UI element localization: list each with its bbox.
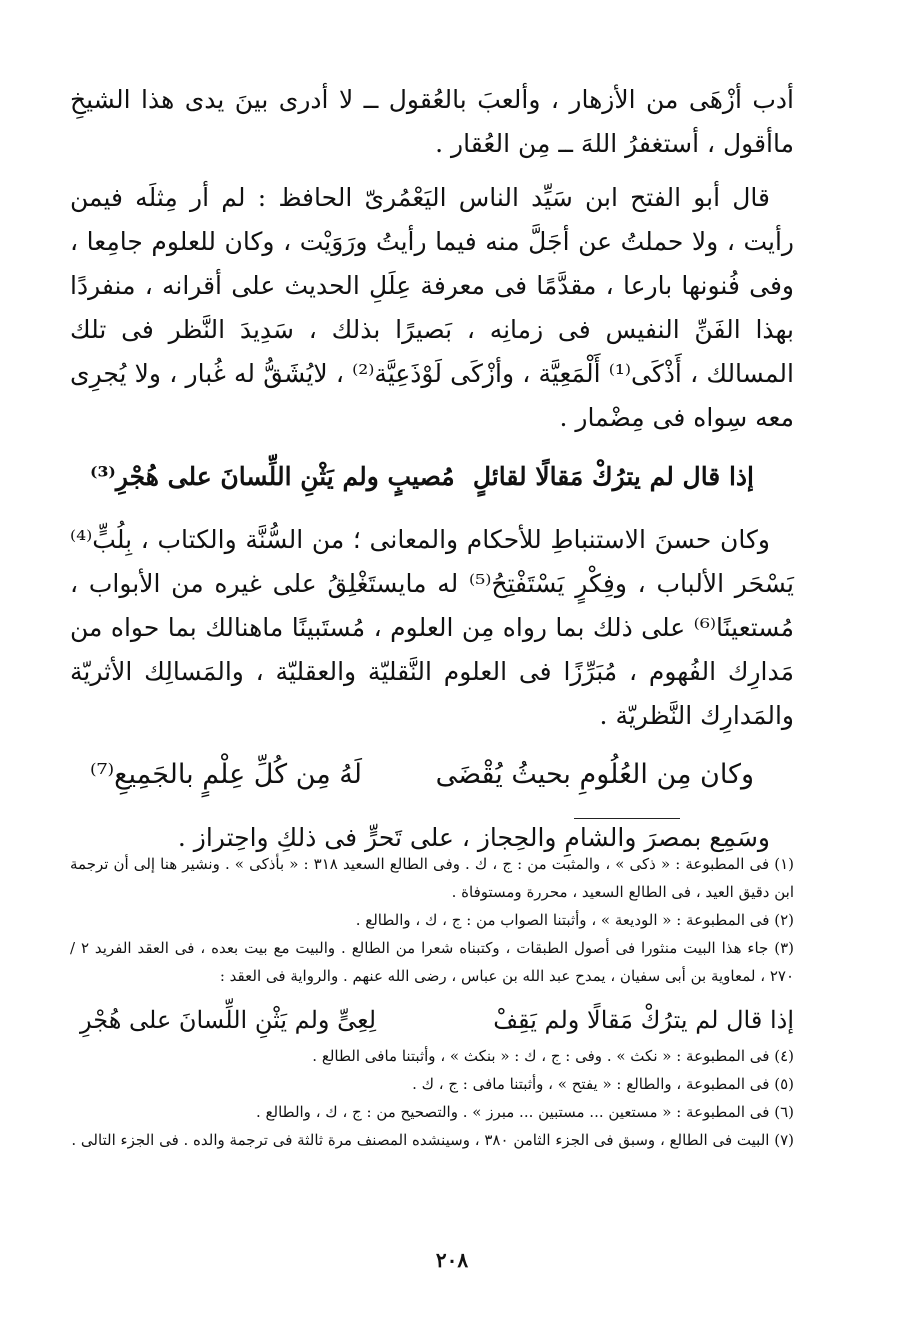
footnote-3: (٣) جاء هذا البيت منثورا فى أصول الطبقات ، وكتبناه شعرا من الطالع . والبيت مع بيت بعده ، فى العقد الفريد ٢ / ٢٧٠ ، لمعاوية بن أبى سفيان ، يمدح عبد الله بن عباس ، رضى الله عنهم . والرواية فى العقد :: [70, 939, 794, 985]
footnotes: [70, 850, 794, 1154]
footnote-verse-hemistich-1: إذا قال لم يترُكْ مَقالًا ولم يَقِفْ: [493, 1006, 794, 1034]
footnote-verse-hemistich-2: لِعِىٍّ ولم يَثْنِ اللِّسانَ على هُجْرِ: [80, 1006, 377, 1034]
main-text: [70, 78, 794, 874]
footnote-7: (٧) البيت فى الطالع ، وسبق فى الجزء الثامن ٣٨٠ ، وسينشده المصنف مرة ثالثة فى ترجمة والده . فى الجزء التالى .: [71, 1131, 794, 1149]
paragraph-4: وسَمِع بمصرَ والشامِ والحِجاز ، على تَحرٍّ فى ذلكِ واحِتراز .: [177, 823, 770, 852]
footnote-separator: [574, 818, 680, 819]
verse-1-hemistich-1: إذا قال لم يترُكْ مَقالًا لقائلٍ: [472, 462, 754, 491]
footnote-1: (١) فى المطبوعة : « ذكى » ، والمثبت من : ج ، ك . وفى الطالع السعيد ٣١٨ : « بأذكى » . ونشير هنا إلى أن ترجمة ابن دقيق العيد ، فى الطالع السعيد ، محررة ومستوفاة .: [70, 855, 794, 901]
footnote-2: (٢) فى المطبوعة : « الوديعة » ، وأثبتنا الصواب من : ج ، ك ، والطالع .: [355, 911, 794, 929]
paragraph-3: وكان حسنَ الاستنباطِ للأحكام والمعانى ؛ من السُّنَّة والكتاب ، بِلُبٍّ⁽⁴⁾ يَسْحَر الألباب ، وفِكْرٍ يَسْتَفْتِحُ⁽⁵⁾ له مايستَغْلِقُ على غيره من الأبواب ، مُستعينًا⁽⁶⁾ على ذلك بما رواه مِن العلوم ، مُستَبينًا ماهنالك بما حواه من مَدارِك الفُهوم ، مُبَرِّزًا فى العلوم النَّقليّة والعقليّة ، والمَسالِك الأثريّة والمَدارِك النَّظريّة .: [70, 525, 794, 730]
footnote-4: (٤) فى المطبوعة : « نكث » . وفى : ج ، ك : « بنكث » ، وأثبتنا مافى الطالع .: [312, 1047, 794, 1065]
verse-2-hemistich-1: وكان مِن العُلُومِ بحيثُ يُقْضَى: [435, 759, 754, 790]
verse-2-hemistich-2: لَهُ مِن كُلِّ عِلْمٍ بالجَمِيعِ⁽⁷⁾: [90, 759, 362, 790]
paragraph-2: قال أبو الفتح ابن سَيِّد الناس اليَعْمُرىّ الحافظ : لم أر مِثلَه فيمن رأيت ، ولا حملتُ عن أجَلَّ منه فيما رأيتُ ورَوَيْت ، وكان للعلوم جامِعا ، وفى فُنونها بارعا ، مقدَّمًا فى معرفة عِلَلِ الحديث على أقرانه ، منفردًا بهذا الفَنِّ النفيس فى زمانِه ، بَصيرًا بذلك ، سَدِيدَ النَّظر فى تلك المسالك ، أَذْكَى⁽¹⁾ أَلْمَعِيَّة ، وأزْكَى لَوْذَعِيَّة⁽²⁾ ، لايُشَقُّ له غُبار ، ولا يُجرِى معه سِواه فى مِضْمار .: [70, 183, 794, 432]
verse-2: [90, 752, 754, 798]
verse-1-hemistich-2: مُصيبٍ ولم يَثْنِ اللِّسانَ على هُجْرِ⁽³⁾: [90, 462, 455, 491]
footnote-3-verse: [70, 998, 794, 1042]
page-number: ٢٠٨: [435, 1248, 469, 1272]
footnote-6: (٦) فى المطبوعة : « مستعين ... مستبين ... مبرز » . والتصحيح من : ج ، ك ، والطالع .: [255, 1103, 794, 1121]
verse-1: [90, 454, 754, 500]
footnote-5: (٥) فى المطبوعة ، والطالع : « يفتح » ، وأثبتنا مافى : ج ، ك .: [412, 1075, 794, 1093]
paragraph-1: أدب أزْهَى من الأزهار ، وألعبَ بالعُقول ــ لا أدرى بينَ يدى هذا الشيخِ ماأقول ، أستغفرُ اللهَ ــ مِن العُقار .: [70, 85, 794, 158]
